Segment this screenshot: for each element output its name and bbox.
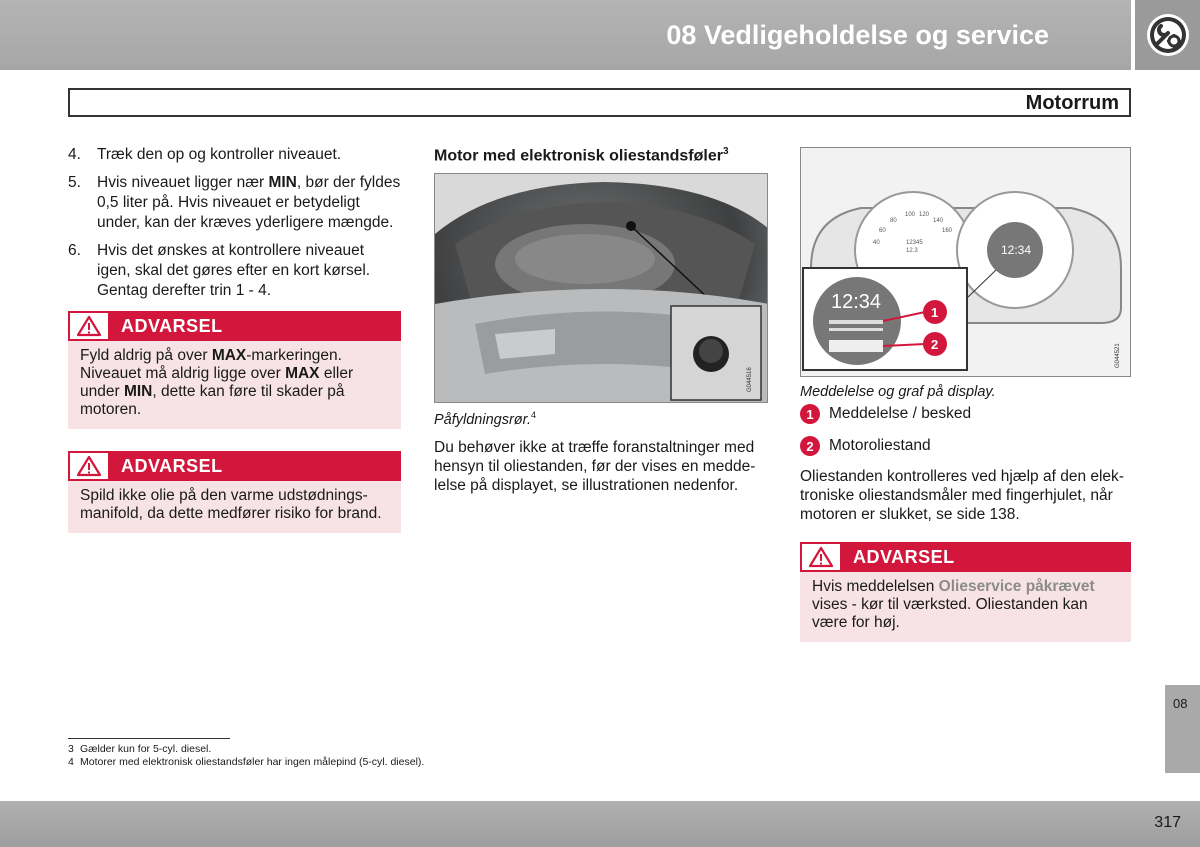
step-5 [68,173,401,233]
min-mark: MIN [123,383,153,400]
step-number: 4. [68,146,81,163]
warning-triangle-icon [68,311,110,341]
max-mark: MAX [285,365,320,382]
section-title: Motorrum [1025,92,1119,114]
left-column [68,145,401,555]
legend-item [800,404,1131,424]
speed-tick: 160 [942,228,953,234]
text-run: eller under [80,365,354,400]
right-column [800,147,1131,664]
warning-label: ADVARSEL [853,546,955,567]
instrument-display-image [800,147,1131,377]
step-text: Hvis det ønskes at kontrollere niveauet igen, skal det gøres efter en kort kørsel. Gentag derefter trin 1 - 4. [97,242,371,299]
engine-bay-image [434,173,768,403]
warning-triangle-icon [68,451,110,481]
header-bar [0,0,1131,70]
warning-text: Spild ikke olie på den varme udstødningsmanifold, da dette medfører risiko for brand. [80,487,382,522]
step-number: 6. [68,242,81,259]
warning-triangle-icon [800,542,842,572]
footnote-number: 4 [68,756,74,768]
text-run: Fyld aldrig på over [80,347,212,364]
section-bar [68,88,1131,117]
display-message: Olieservice påkrævet [938,578,1095,595]
speed-tick: 40 [873,240,880,246]
legend-number: 1 [800,404,820,424]
footnote-number: 3 [68,743,74,755]
footer-bar [0,801,1200,847]
speed-tick: 120 [919,212,930,218]
wrench-gear-icon [1145,12,1191,58]
text-run: -markeringen. Niveauet må aldrig ligge over [80,347,342,382]
section-heading [434,146,768,165]
legend-item [800,436,1131,456]
legend-text: Motoroliestand [829,437,931,454]
image-code: G044521 [1115,343,1121,368]
heading-text: Motor med elektronisk oliestandsføler [434,147,723,165]
caption-text: Påfyldningsrør. [434,412,531,429]
legend-number: 2 [800,436,820,456]
warning-label: ADVARSEL [121,315,223,336]
warning-header [68,311,401,341]
footnote-text: Motorer med elektronisk oliestandsføler har ingen målepind (5-cyl. diesel). [80,756,425,768]
paragraph: Du behøver ikke at træffe foranstaltninger med hensyn til oliestanden, før der vises en meddelelse på displayet, se illustrationen nedenfor. [434,439,756,495]
footnote-divider [68,738,230,739]
cluster-time: 12:34 [1001,243,1032,257]
step-text: Træk den op og kontroller niveauet. [97,146,342,163]
legend-text: Meddelelse / besked [829,405,972,422]
cluster-trip: 12.3 [906,248,918,254]
warning-box [68,311,401,429]
paragraph: Oliestanden kontrolleres ved hjælp af den elektroniske oliestandsmåler med fingerhjulet, når motoren er slukket, se side 138. [800,468,1124,523]
engine-bay-illustration [435,174,768,403]
speed-tick: 100 [905,212,916,218]
text-run: , dette kan føre til skader på motoren. [80,383,345,418]
image-caption: Meddelelse og graf på display. [800,384,996,400]
callout-1: 1 [931,305,939,320]
step-6 [68,241,401,301]
page-number: 317 [1154,814,1181,831]
warning-header [68,451,401,481]
warning-box [800,542,1131,642]
footnote-ref: 3 [722,146,729,157]
callout-2: 2 [931,337,939,352]
text-run: , bør der fyldes 0,5 liter på. Hvis niveauet er betydeligt under, kan der kræves yderligere mængde. [97,174,401,231]
text-run: Hvis niveauet ligger nær [97,174,269,191]
warning-header [800,542,1131,572]
text-run: Hvis meddelelsen [812,578,939,595]
instrument-cluster-illustration [801,148,1131,377]
footnotes [68,743,424,769]
step-number: 5. [68,174,81,191]
speed-tick: 80 [890,218,897,224]
step-4 [68,145,401,165]
warning-label: ADVARSEL [121,455,223,476]
footnote-ref: 4 [530,410,536,421]
footnote [68,756,424,769]
chapter-icon-box [1131,0,1200,70]
zoom-display-time: 12:34 [831,291,882,313]
warning-text [800,572,1131,642]
speed-tick: 140 [933,218,944,224]
text-run: vises - kør til værksted. Oliestanden kan være for høj. [812,596,1088,631]
max-mark: MAX [211,347,247,364]
chapter-tab [1165,685,1200,773]
min-mark: MIN [268,174,297,191]
chapter-title: 08 Vedligeholdelse og service [666,20,1049,50]
chapter-tab-label: 08 [1173,696,1188,711]
warning-box [68,451,401,533]
step-text [97,173,401,233]
image-code: G044516 [747,367,753,393]
footnote-text: Gælder kun for 5-cyl. diesel. [80,743,212,755]
middle-column [434,146,768,495]
warning-text [68,341,401,429]
cluster-odometer: 12345 [906,240,923,246]
speed-tick: 60 [879,228,886,234]
footnote [68,743,424,756]
image-caption [434,410,768,428]
